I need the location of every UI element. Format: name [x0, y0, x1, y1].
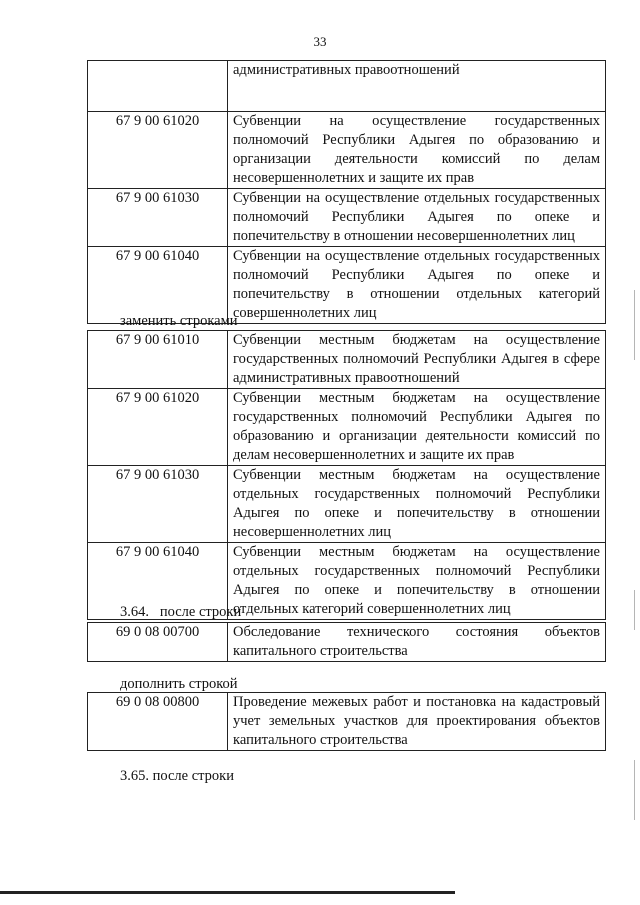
continued-table [87, 60, 606, 324]
table-row [88, 112, 606, 189]
table-row [88, 623, 606, 662]
table-row [88, 466, 606, 543]
table-row [88, 189, 606, 247]
section-3-64-table [87, 622, 606, 662]
description-cell: административных правоотношений [228, 61, 606, 112]
replacement-table [87, 330, 606, 620]
scan-edge-mark [634, 760, 635, 820]
code-cell: 67 9 00 61030 [88, 189, 228, 247]
code-cell: 67 9 00 61040 [88, 247, 228, 324]
code-cell [88, 61, 228, 112]
description-cell: Субвенции местным бюджетам на осуществление отдельных государственных полномочий Республики Адыгея по опеке и попечительству в отношении отдельных категорий совершеннолетних лиц [228, 543, 606, 620]
table-row [88, 693, 606, 751]
code-cell: 69 0 08 00700 [88, 623, 228, 662]
add-label: дополнить строкой [120, 676, 238, 692]
description-cell: Субвенции местным бюджетам на осуществление отдельных государственных полномочий Республики Адыгея по опеке и попечительству в отношении несовершеннолетних лиц [228, 466, 606, 543]
description-cell: Субвенции на осуществление отдельных государственных полномочий Республики Адыгея по опеке и попечительству в отношении отдельных категорий совершеннолетних лиц [228, 247, 606, 324]
description-cell: Субвенции на осуществление государственных полномочий Республики Адыгея по образованию и организации деятельности комиссий по делам несовершеннолетних и защите их прав [228, 112, 606, 189]
scan-edge-mark [634, 290, 635, 360]
section-3-64-label: 3.64. после строки [120, 604, 242, 620]
description-cell: Субвенции на осуществление отдельных государственных полномочий Республики Адыгея по опеке и попечительству в отношении несовершеннолетних лиц [228, 189, 606, 247]
description-cell: Субвенции местным бюджетам на осуществление государственных полномочий Республики Адыгея по образованию и организации деятельности комиссий по делам несовершеннолетних и защите их прав [228, 389, 606, 466]
added-row-table [87, 692, 606, 751]
bottom-scan-rule [0, 891, 455, 894]
code-cell: 67 9 00 61020 [88, 112, 228, 189]
section-3-65-label: 3.65. после строки [120, 768, 234, 784]
table-row [88, 389, 606, 466]
code-cell: 69 0 08 00800 [88, 693, 228, 751]
description-cell: Субвенции местным бюджетам на осуществление государственных полномочий Республики Адыгея в сфере административных правоотношений [228, 331, 606, 389]
table-row [88, 61, 606, 112]
code-cell: 67 9 00 61020 [88, 389, 228, 466]
code-cell: 67 9 00 61040 [88, 543, 228, 620]
description-cell: Обследование технического состояния объектов капитального строительства [228, 623, 606, 662]
page-number: 33 [313, 34, 327, 49]
description-cell: Проведение межевых работ и постановка на кадастровый учет земельных участков для проектирования объектов капитального строительства [228, 693, 606, 751]
code-cell: 67 9 00 61010 [88, 331, 228, 389]
table-row [88, 247, 606, 324]
code-cell: 67 9 00 61030 [88, 466, 228, 543]
replace-label: заменить строками [120, 313, 238, 329]
scan-edge-mark [634, 590, 635, 630]
table-row [88, 331, 606, 389]
